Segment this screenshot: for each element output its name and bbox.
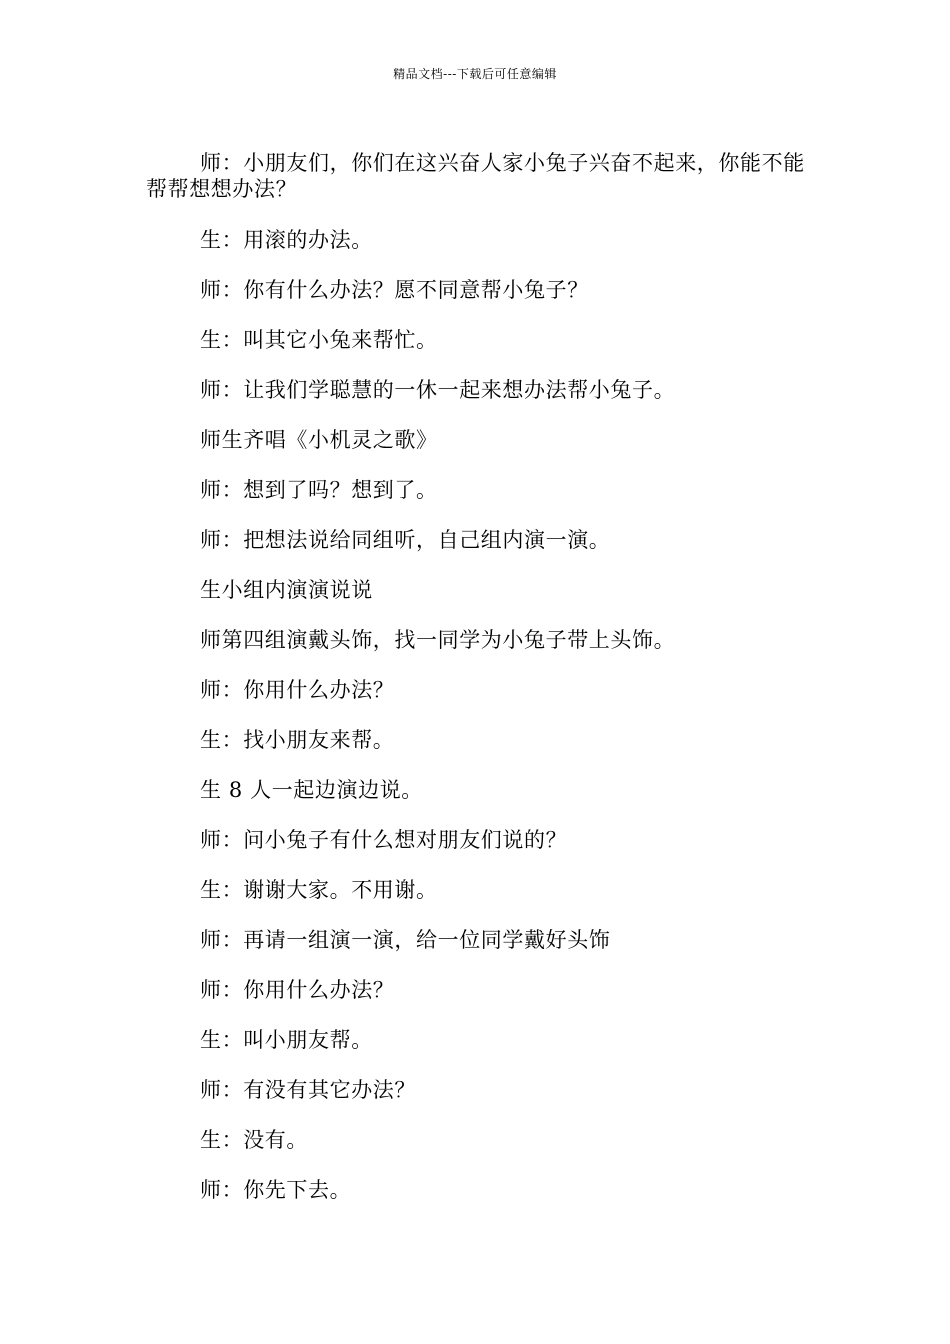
paragraph: 生：用滚的办法。 — [200, 228, 373, 252]
paragraph: 生：叫小朋友帮。 — [200, 1028, 373, 1052]
paragraph: 生小组内演演说说 — [200, 578, 373, 602]
document-body — [146, 150, 810, 1227]
paragraph: 师：小朋友们，你们在这兴奋人家小兔子兴奋不起来，你能不能帮帮想想办法？ — [146, 151, 805, 201]
paragraph: 师：你用什么办法？ — [200, 678, 395, 702]
paragraph: 生 8 人一起边演边说。 — [200, 778, 423, 802]
paragraph: 师：问小兔子有什么想对朋友们说的？ — [200, 828, 568, 852]
paragraph: 师：有没有其它办法？ — [200, 1078, 416, 1102]
paragraph: 师：你先下去。 — [200, 1178, 352, 1202]
paragraph: 师：想到了吗？想到了。 — [200, 478, 438, 502]
paragraph: 师：你用什么办法？ — [200, 978, 395, 1002]
paragraph: 生：谢谢大家。不用谢。 — [200, 878, 438, 902]
paragraph: 师：让我们学聪慧的一休一起来想办法帮小兔子。 — [200, 378, 676, 402]
paragraph: 师第四组演戴头饰，找一同学为小兔子带上头饰。 — [200, 628, 676, 652]
paragraph: 师：再请一组演一演，给一位同学戴好头饰 — [200, 928, 611, 952]
page-header: 精品文档---下载后可任意编辑 — [393, 67, 557, 81]
paragraph: 生：没有。 — [200, 1128, 308, 1152]
paragraph: 师：把想法说给同组听，自己组内演一演。 — [200, 528, 611, 552]
paragraph: 师：你有什么办法？愿不同意帮小兔子？ — [200, 278, 589, 302]
paragraph: 师生齐唱《小机灵之歌》 — [200, 428, 438, 452]
paragraph: 生：找小朋友来帮。 — [200, 728, 395, 752]
paragraph: 生：叫其它小兔来帮忙。 — [200, 328, 438, 352]
